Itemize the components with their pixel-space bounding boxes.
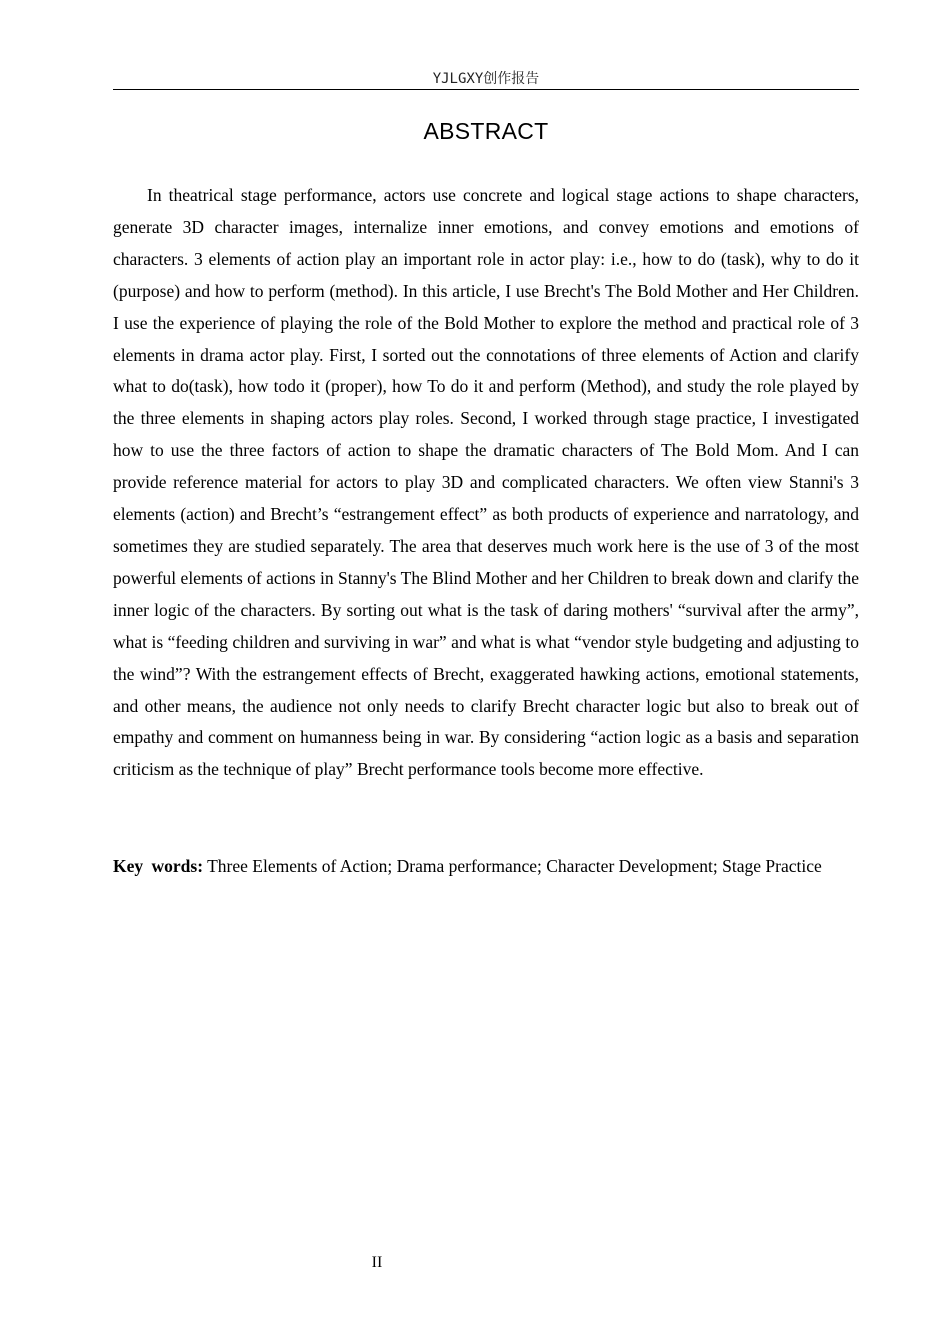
running-header: YJLGXY创作报告 (432, 71, 540, 87)
abstract-title: ABSTRACT (423, 118, 549, 144)
abstract-body: In theatrical stage performance, actors use concrete and logical stage actions to shape characters, generate 3D character images, internalize inner emotions, and convey emotions and emotions of characters. 3 elements of action play an important role in actor play: i.e., how to do (task), why to do it (purpose) and how to perform (method). In this article, I use Brecht's The Bold Mother and Her Children. I use the experience of playing the role of the Bold Mother to explore the method and practical role of 3 elements in drama actor play. First, I sorted out the connotations of three elements of Action and clarify what to do(task), how todo it (proper), how To do it and perform (Method), and study the role played by the three elements in shaping actors play roles. Second, I worked through stage practice, I investigated how to use the three factors of action to shape the dramatic characters of The Bold Mom. And I can provide reference material for actors to play 3D and complicated characters. We often view Stanni's 3 elements (action) and Brecht’s “estrangement effect” as both products of experience and narratology, and sometimes they are studied separately. The area that deserves much work here is the use of 3 of the most powerful elements of actions in Stanny's The Blind Mother and her Children to break down and clarify the inner logic of the characters. By sorting out what is the task of daring mothers' “survival after the army”, what is “feeding children and surviving in war” and what is what “vendor style budgeting and adjusting to the wind”? With the estrangement effects of Brecht, exaggerated hawking actions, emotional statements, and other means, the audience not only needs to clarify Brecht character logic but also to break out of empathy and comment on humanness being in war. By considering “action logic as a basis and separation criticism as the technique of play” Brecht performance tools become more effective. (113, 185, 859, 780)
header-rule (113, 89, 859, 90)
keywords-text: Three Elements of Action; Drama performance; Character Development; Stage Practice (207, 856, 822, 876)
page-number: II (371, 1254, 383, 1271)
keywords (113, 851, 859, 883)
keywords-label: Key words: (113, 856, 204, 876)
